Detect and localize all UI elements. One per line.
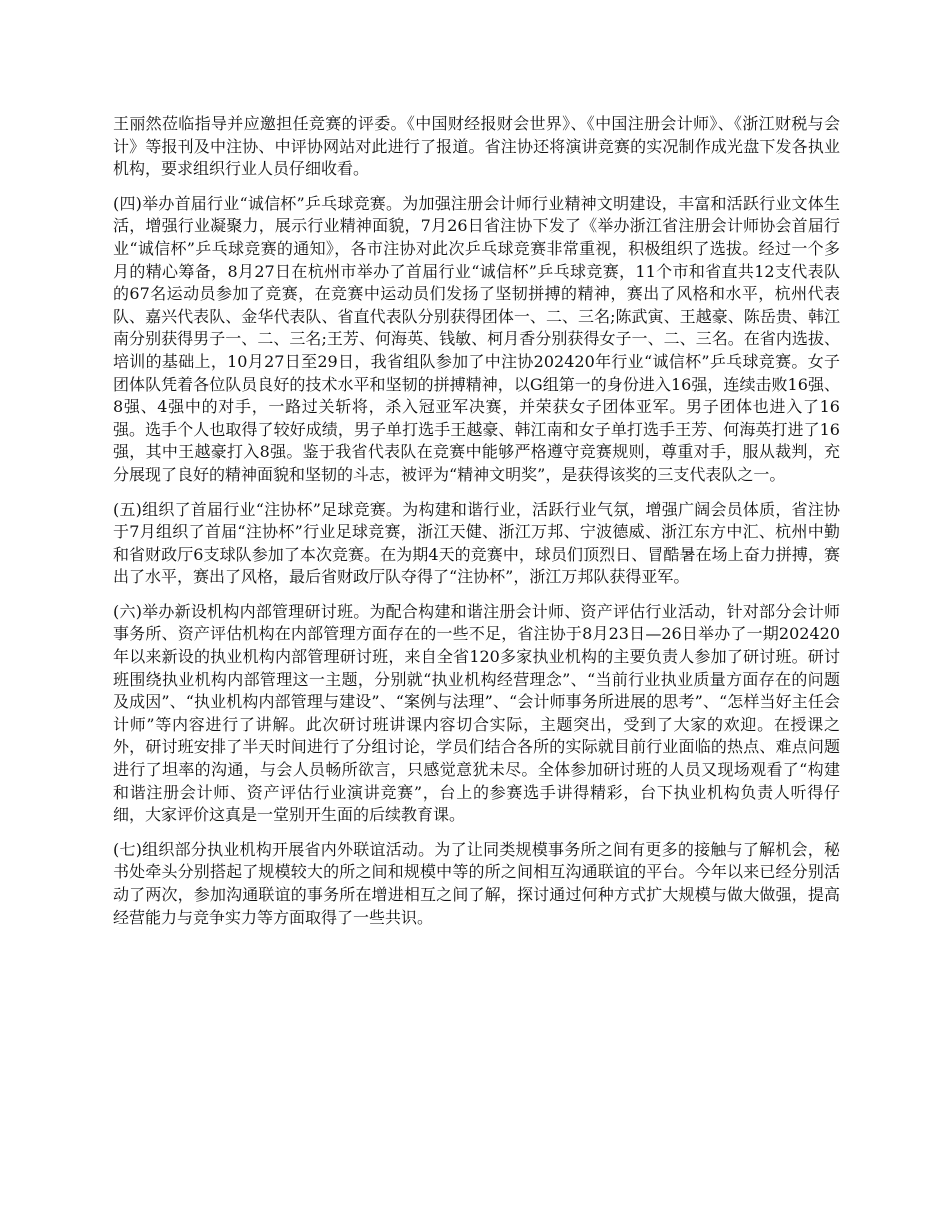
- paragraph-fellowship: (七)组织部分执业机构开展省内外联谊活动。为了让同类规模事务所之间有更多的接触与了解机会，秘书处牵头分别搭起了规模较大的所之间和规模中等的所之间相互沟通联谊的平台。今年以来已经分别活动了两次，参加沟通联谊的事务所在增进相互之间了解，探讨通过何种方式扩大规模与做大做强，提高经营能力与竞争实力等方面取得了一些共识。: [113, 839, 840, 927]
- paragraph-football: (五)组织了首届行业“注协杯”足球竞赛。为构建和谐行业，活跃行业气氛，增强广阔会员体质，省注协于7月组织了首届“注协杯”行业足球竞赛，浙江天健、浙江万邦、宁波德威、浙江东方中汇、杭州中勤和省财政厅6支球队参加了本次竞赛。在为期4天的竞赛中，球员们顶烈日、冒酷暑在场上奋力拼搏，赛出了水平，赛出了风格，最后省财政厅队夺得了“注协杯”，浙江万邦队获得亚军。: [113, 499, 840, 587]
- paragraph-continuation: 王丽然莅临指导并应邀担任竞赛的评委。《中国财经报财会世界》、《中国注册会计师》、《浙江财税与会计》等报刊及中注协、中评协网站对此进行了报道。省注协还将演讲竞赛的实况制作成光盘下发各执业机构，要求组织行业人员仔细收看。: [113, 114, 840, 179]
- paragraph-table-tennis: (四)举办首届行业“诚信杯”乒乓球竞赛。为加强注册会计师行业精神文明建设，丰富和活跃行业文体生活，增强行业凝聚力，展示行业精神面貌，7月26日省注协下发了《举办浙江省注册会计师协会首届行业“诚信杯”乒乓球竞赛的通知》，各市注协对此次乒乓球竞赛非常重视，积极组织了选拔。经过一个多月的精心筹备，8月27日在杭州市举办了首届行业“诚信杯”乒乓球竞赛，11个市和省直共12支代表队的67名运动员参加了竞赛，在竞赛中运动员们发扬了坚韧拼搏的精神，赛出了风格和水平，杭州代表队、嘉兴代表队、金华代表队、省直代表队分别获得团体一、二、三名;陈武寅、王越豪、陈岳贵、韩江南分别获得男子一、二、三名;王芳、何海英、钱敏、柯月香分别获得女子一、二、三名。在省内选拔、培训的基础上，10月27日至29日，我省组队参加了中注协202420年行业“诚信杯”乒乓球竞赛。女子团体队凭着各位队员良好的技术水平和坚韧的拼搏精神，以G组第一的身份进入16强，连续击败16强、8强、4强中的对手，一路过关斩将，杀入冠亚军决赛，并荣获女子团体亚军。男子团体也进入了16强。选手个人也取得了较好成绩，男子单打选手王越豪、韩江南和女子单打选手王芳、何海英打进了16强，其中王越豪打入8强。鉴于我省代表队在竞赛中能够严格遵守竞赛规则，尊重对手，服从裁判，充分展现了良好的精神面貌和坚韧的斗志，被评为“精神文明奖”，是获得该奖的三支代表队之一。: [113, 193, 840, 484]
- document-body: [113, 113, 840, 941]
- paragraph-seminar: (六)举办新设机构内部管理研讨班。为配合构建和谐注册会计师、资产评估行业活动，针对部分会计师事务所、资产评估机构在内部管理方面存在的一些不足，省注协于8月23日—26日举办了一期202420年以来新设的执业机构内部管理研讨班，来自全省120多家执业机构的主要负责人参加了研讨班。研讨班围绕执业机构内部管理这一主题，分别就“执业机构经营理念”、“当前行业执业质量方面存在的问题及成因”、“执业机构内部管理与建设”、“案例与法理”、“会计师事务所进展的思考”、“怎样当好主任会计师”等内容进行了讲解。此次研讨班讲课内容切合实际，主题突出，受到了大家的欢迎。在授课之外，研讨班安排了半天时间进行了分组讨论，学员们结合各所的实际就目前行业面临的热点、难点问题进行了坦率的沟通，与会人员畅所欲言，只感觉意犹未尽。全体参加研讨班的人员又现场观看了“构建和谐注册会计师、资产评估行业演讲竞赛”，台上的参赛选手讲得精彩，台下执业机构负责人听得仔细，大家评价这真是一堂别开生面的后续教育课。: [113, 601, 840, 825]
